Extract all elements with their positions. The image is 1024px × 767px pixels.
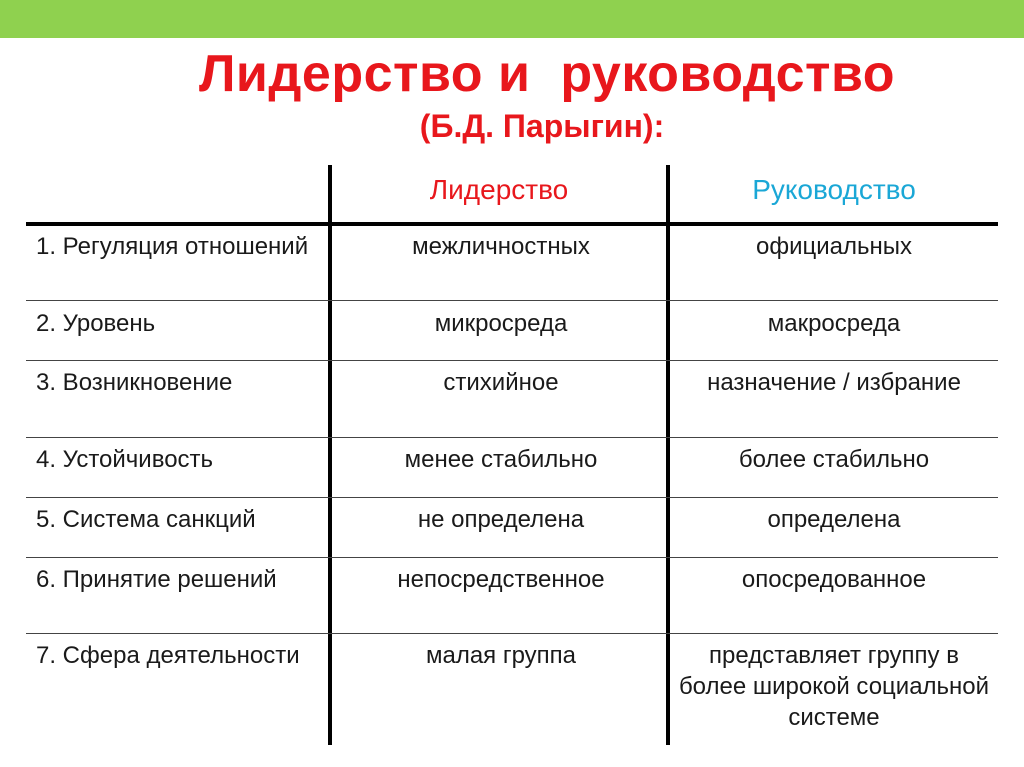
row-leadership-value: малая группа [425,642,577,669]
row-leadership-value: не определена [417,506,585,533]
row-management-value: официальных [755,233,912,260]
slide-title: Лидерство и руководство [198,45,896,103]
row-leadership-value: менее стабильно [404,446,598,473]
row-management-value: опосредованное [741,566,927,593]
header-management: Руководство [752,174,916,205]
table-vertical-rule [328,165,332,745]
row-label: 7. Сфера деятельности [36,642,300,669]
table-header-rule [26,222,998,226]
row-label: 4. Устойчивость [36,446,214,473]
row-label: 3. Возникновение [36,369,233,396]
row-label: 1. Регуляция отношений [36,233,309,260]
row-management-value: более стабильно [738,446,930,473]
slide-subtitle: (Б.Д. Парыгин): [419,108,665,144]
row-leadership-value: межличностных [412,233,590,260]
row-leadership-value: непосредственное [397,566,605,593]
row-label: 2. Уровень [36,310,156,337]
table-row-rule [26,300,998,301]
row-management-value: определена [767,506,901,533]
table-row-rule [26,633,998,634]
row-management-value: представляет группу в более широкой социальной системе [678,642,990,731]
table-row-rule [26,360,998,361]
row-label: 5. Система санкций [36,506,256,533]
header-leadership: Лидерство [429,174,569,205]
row-leadership-value: стихийное [443,369,559,396]
table-row-rule [26,437,998,438]
row-leadership-value: микросреда [434,310,568,337]
row-management-value: макросреда [767,310,901,337]
table-row-rule [26,497,998,498]
row-label: 6. Принятие решений [36,566,277,593]
table-row-rule [26,557,998,558]
row-management-value: назначение / избрание [707,369,961,396]
